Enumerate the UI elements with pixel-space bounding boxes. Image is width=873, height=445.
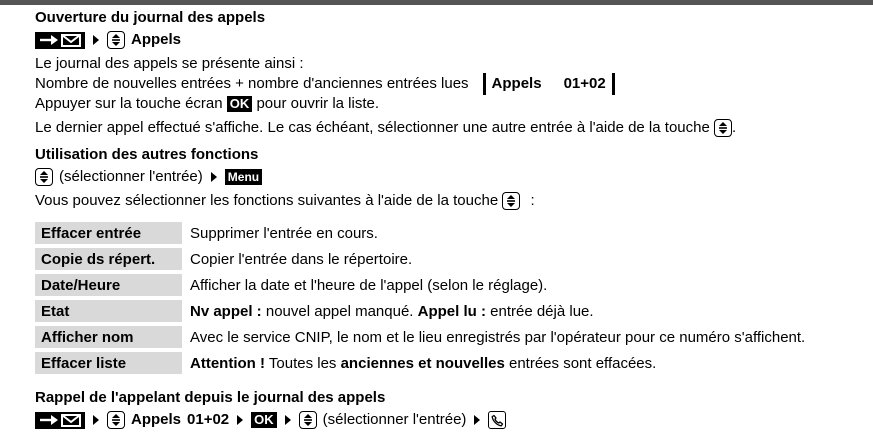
last-call-end: .	[731, 119, 737, 136]
top-rule	[0, 0, 873, 5]
nav-label-appels: Appels	[131, 31, 182, 48]
count-text: Nombre de nouvelles entrées + nombre d'anciennes entrées lues	[35, 75, 469, 92]
function-name: Effacer entrée	[35, 222, 182, 244]
desc-bold: Nv appel :	[190, 302, 262, 320]
nav-path-open-log	[35, 30, 181, 50]
press-ok-before: Appuyer sur la touche écran	[35, 95, 223, 112]
desc-text: Toutes les	[264, 354, 341, 372]
table-row	[35, 274, 811, 296]
desc-bold: Attention !	[190, 354, 265, 372]
function-name: Etat	[35, 300, 182, 322]
last-call-line	[35, 118, 736, 138]
table-row	[35, 300, 811, 322]
triangle-right-icon	[237, 415, 243, 425]
select-functions-text: Vous pouvez sélectionner les fonctions suivantes à l'aide de la touche	[35, 192, 499, 209]
nav-key-icon	[107, 411, 125, 429]
desc-bold: Appel lu :	[417, 302, 486, 320]
select-functions-end: :	[530, 192, 535, 209]
nav-path-callback	[35, 410, 506, 430]
section-heading-callback: Rappel de l'appelant depuis le journal des appels	[35, 389, 386, 406]
handset-call-icon	[488, 411, 506, 429]
function-name: Date/Heure	[35, 274, 182, 296]
ok-key: OK	[227, 96, 253, 112]
nav-path-menu	[35, 167, 262, 187]
function-name: Effacer liste	[35, 352, 182, 374]
nav-key-icon	[502, 192, 520, 210]
nav-key-icon	[299, 411, 317, 429]
section-heading-open-log: Ouverture du journal des appels	[35, 9, 266, 26]
functions-table	[35, 218, 811, 378]
desc-bold: anciennes et nouvelles	[340, 354, 505, 372]
function-desc: Afficher la date et l'heure de l'appel (selon le réglage).	[190, 276, 548, 294]
triangle-right-icon	[93, 35, 99, 45]
nav-key-icon	[35, 168, 53, 186]
desc-text: entrées sont effacées.	[504, 354, 657, 372]
last-call-text: Le dernier appel effectué s'affiche. Le cas échéant, sélectionner une autre entrée à l'aide de la touche	[35, 119, 710, 136]
message-key	[35, 32, 85, 49]
triangle-right-icon	[474, 415, 480, 425]
arrow-key-icon	[39, 34, 61, 46]
function-name: Afficher nom	[35, 326, 182, 348]
nav-key-icon	[714, 119, 732, 137]
count-line	[35, 73, 615, 95]
display-label: Appels	[491, 75, 542, 92]
intro-text: Le journal des appels se présente ainsi :	[35, 55, 304, 72]
ok-key: OK	[251, 412, 277, 428]
arrow-key-icon	[39, 414, 61, 426]
function-name: Copie ds répert.	[35, 248, 182, 270]
select-entry-text: (sélectionner l'entrée)	[322, 411, 467, 428]
select-entry-text: (sélectionner l'entrée)	[59, 168, 203, 185]
table-row	[35, 352, 811, 374]
function-desc	[182, 300, 811, 322]
table-row	[35, 326, 811, 348]
nav-count: 01+02	[187, 411, 230, 428]
display-box	[483, 73, 615, 95]
display-count: 01+02	[563, 75, 606, 92]
press-ok-line	[35, 94, 379, 114]
table-row	[35, 222, 811, 244]
section-heading-other-functions: Utilisation des autres fonctions	[35, 146, 259, 163]
desc-text: entrée déjà lue.	[485, 302, 594, 320]
select-functions-line	[35, 191, 535, 211]
table-row	[35, 248, 811, 270]
desc-text: nouvel appel manqué.	[261, 302, 418, 320]
nav-key-icon	[107, 31, 125, 49]
triangle-right-icon	[285, 415, 291, 425]
nav-label-appels: Appels	[131, 411, 182, 428]
press-ok-after: pour ouvrir la liste.	[256, 95, 380, 112]
function-desc	[182, 352, 811, 374]
function-desc: Supprimer l'entrée en cours.	[190, 224, 378, 242]
message-key	[35, 412, 85, 429]
triangle-right-icon	[93, 415, 99, 425]
function-desc: Copier l'entrée dans le répertoire.	[190, 250, 413, 268]
function-desc: Avec le service CNIP, le nom et le lieu enregistrés par l'opérateur pour ce numéro s'affichent.	[190, 328, 806, 346]
envelope-icon	[61, 34, 81, 47]
menu-key: Menu	[225, 169, 262, 185]
triangle-right-icon	[211, 172, 217, 182]
envelope-icon	[61, 414, 81, 427]
